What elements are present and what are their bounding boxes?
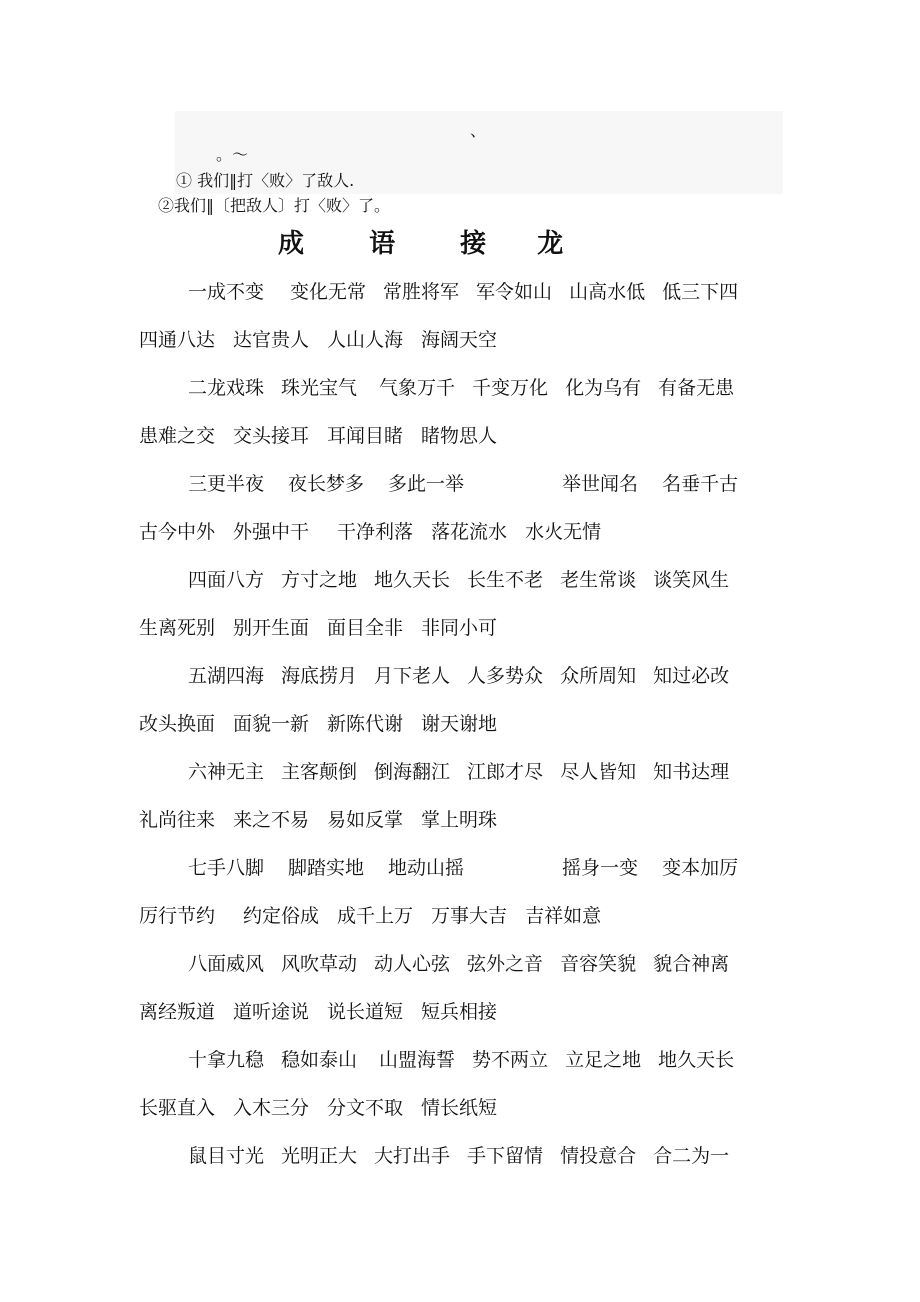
idiom: 月下老人	[374, 665, 451, 687]
idiom: 七手八脚	[188, 857, 265, 879]
idiom-line	[188, 661, 746, 691]
idiom: 低三下四	[662, 281, 739, 303]
idiom-line	[188, 373, 751, 403]
idiom: 易如反掌	[327, 809, 404, 831]
title-char: 接	[460, 229, 493, 259]
idiom-line	[139, 613, 514, 643]
idiom: 约定俗成	[243, 905, 320, 927]
title-char: 龙	[537, 229, 570, 259]
idiom: 耳闻目睹	[327, 425, 404, 447]
idiom: 面貌一新	[233, 713, 310, 735]
idiom: 四面八方	[188, 569, 265, 591]
idiom: 五湖四海	[188, 665, 265, 687]
idiom: 山盟海誓	[379, 1049, 456, 1071]
idiom-line	[188, 565, 746, 595]
idiom: 吉祥如意	[525, 905, 602, 927]
idiom: 貌合神离	[653, 953, 730, 975]
idiom: 千变万化	[472, 377, 549, 399]
idiom: 万事大吉	[431, 905, 508, 927]
idiom: 海底捞月	[281, 665, 358, 687]
idiom-line	[139, 517, 618, 547]
idiom: 地久天长	[374, 569, 451, 591]
idiom: 珠光宝气	[281, 377, 358, 399]
title-char: 成	[278, 229, 311, 259]
idiom: 别开生面	[233, 617, 310, 639]
idiom-line	[139, 421, 514, 451]
idiom: 音容笑貌	[560, 953, 637, 975]
idiom: 化为乌有	[565, 377, 642, 399]
idiom: 来之不易	[233, 809, 310, 831]
idiom: 老生常谈	[560, 569, 637, 591]
idiom: 离经叛道	[139, 1001, 216, 1023]
idiom: 弦外之音	[467, 953, 544, 975]
idiom: 多此一举	[388, 473, 465, 495]
idiom-line	[139, 805, 514, 835]
idiom: 三更半夜	[188, 473, 265, 495]
idiom: 情投意合	[560, 1145, 637, 1167]
idiom: 面目全非	[327, 617, 404, 639]
idiom: 名垂千古	[662, 473, 739, 495]
idiom-line	[188, 277, 755, 307]
idiom: 达官贵人	[233, 329, 310, 351]
idiom: 人山人海	[327, 329, 404, 351]
idiom: 知过必改	[653, 665, 730, 687]
idiom: 江郎才尽	[467, 761, 544, 783]
idiom: 成千上万	[337, 905, 414, 927]
idiom-line	[188, 757, 746, 787]
idiom: 合二为一	[653, 1145, 730, 1167]
idiom-line	[139, 709, 514, 739]
idiom: 长驱直入	[139, 1097, 216, 1119]
idiom: 说长道短	[327, 1001, 404, 1023]
page-title	[278, 224, 569, 264]
idiom: 地动山摇	[388, 857, 465, 879]
idiom-line	[139, 1093, 514, 1123]
idiom-line	[139, 901, 618, 931]
idiom: 手下留情	[467, 1145, 544, 1167]
idiom: 动人心弦	[374, 953, 451, 975]
idiom: 落花流水	[431, 521, 508, 543]
idiom: 变本加厉	[662, 857, 739, 879]
title-char: 语	[369, 229, 402, 259]
punctuation-mark: 、	[470, 121, 487, 140]
idiom-line	[188, 1045, 751, 1075]
idiom: 谢天谢地	[421, 713, 498, 735]
idiom-line	[188, 1141, 746, 1171]
idiom: 十拿九稳	[188, 1049, 265, 1071]
idiom: 分文不取	[327, 1097, 404, 1119]
idiom: 改头换面	[139, 713, 216, 735]
idiom: 稳如泰山	[281, 1049, 358, 1071]
idiom: 道听途说	[233, 1001, 310, 1023]
idiom: 掌上明珠	[421, 809, 498, 831]
idiom: 情长纸短	[421, 1097, 498, 1119]
idiom: 新陈代谢	[327, 713, 404, 735]
idiom: 患难之交	[139, 425, 216, 447]
grammar-example-1: ① 我们‖打〈败〉了敌人.	[176, 171, 355, 190]
idiom: 干净利落	[337, 521, 414, 543]
idiom: 水火无情	[525, 521, 602, 543]
idiom: 厉行节约	[139, 905, 216, 927]
idiom: 大打出手	[374, 1145, 451, 1167]
idiom: 非同小可	[421, 617, 498, 639]
idiom: 交头接耳	[233, 425, 310, 447]
idiom: 有备无患	[658, 377, 735, 399]
idiom: 气象万千	[379, 377, 456, 399]
idiom: 八面威风	[188, 953, 265, 975]
idiom: 风吹草动	[281, 953, 358, 975]
idiom-line	[188, 853, 755, 883]
idiom: 二龙戏珠	[188, 377, 265, 399]
idiom: 倒海翻江	[374, 761, 451, 783]
idiom: 军令如山	[476, 281, 553, 303]
idiom: 鼠目寸光	[188, 1145, 265, 1167]
idiom: 摇身一变	[562, 857, 639, 879]
idiom: 四通八达	[139, 329, 216, 351]
idiom: 一成不变	[188, 281, 265, 303]
idiom-line	[139, 325, 514, 355]
idiom: 人多势众	[467, 665, 544, 687]
idiom: 地久天长	[658, 1049, 735, 1071]
idiom: 短兵相接	[421, 1001, 498, 1023]
idiom: 长生不老	[467, 569, 544, 591]
idiom: 礼尚往来	[139, 809, 216, 831]
idiom: 山高水低	[569, 281, 646, 303]
idiom: 势不两立	[472, 1049, 549, 1071]
idiom: 常胜将军	[383, 281, 460, 303]
idiom: 主客颠倒	[281, 761, 358, 783]
idiom: 脚踏实地	[288, 857, 365, 879]
punctuation-marks: 。～	[216, 145, 249, 164]
idiom-line	[139, 997, 514, 1027]
idiom: 外强中干	[233, 521, 310, 543]
idiom: 变化无常	[290, 281, 367, 303]
idiom: 知书达理	[653, 761, 730, 783]
idiom: 众所周知	[560, 665, 637, 687]
idiom: 举世闻名	[562, 473, 639, 495]
idiom: 方寸之地	[281, 569, 358, 591]
idiom: 光明正大	[281, 1145, 358, 1167]
idiom: 古今中外	[139, 521, 216, 543]
idiom: 尽人皆知	[560, 761, 637, 783]
idiom: 入木三分	[233, 1097, 310, 1119]
idiom: 睹物思人	[421, 425, 498, 447]
idiom-line	[188, 949, 746, 979]
idiom: 夜长梦多	[288, 473, 365, 495]
idiom: 谈笑风生	[653, 569, 730, 591]
idiom: 海阔天空	[421, 329, 498, 351]
idiom: 生离死别	[139, 617, 216, 639]
idiom-line	[188, 469, 755, 499]
idiom: 立足之地	[565, 1049, 642, 1071]
grammar-example-2: ②我们‖〔把敌人〕打〈败〉了。	[158, 196, 391, 215]
idiom: 六神无主	[188, 761, 265, 783]
